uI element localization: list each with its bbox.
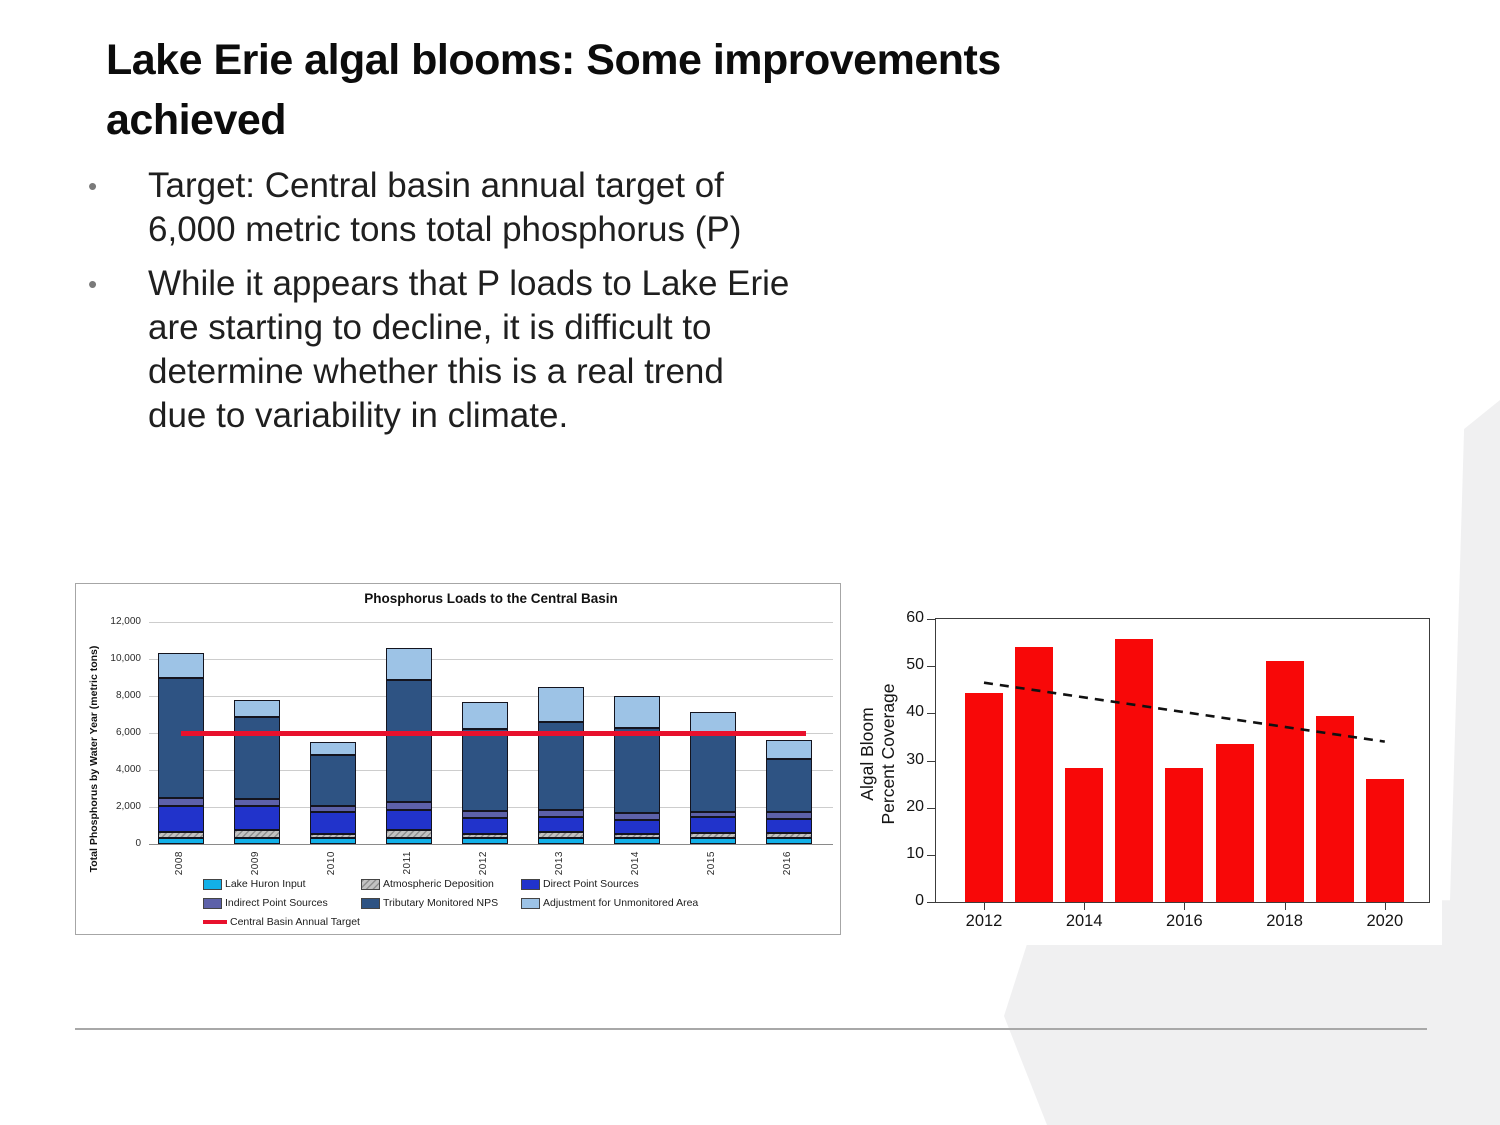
bar-segment (386, 802, 432, 809)
y-tick-label: 0 (915, 892, 924, 909)
x-tick-mark (1285, 902, 1286, 910)
legend-label: Atmospheric Deposition (383, 878, 494, 890)
bar-segment (614, 838, 660, 844)
bar-segment (690, 817, 736, 833)
legend-item (361, 897, 498, 909)
bar-segment (690, 812, 736, 818)
legend-label: Tributary Monitored NPS (383, 897, 499, 909)
y-tick-mark (927, 761, 935, 762)
x-tick-label: 2010 (326, 851, 337, 876)
legend-label: Adjustment for Unmonitored Area (543, 897, 699, 909)
bar-segment (386, 648, 432, 680)
gridline (149, 622, 833, 623)
bar-segment (766, 759, 812, 812)
bullet-text-line: Target: Central basin annual target of (148, 166, 724, 205)
y-tick-label: 60 (906, 609, 924, 626)
x-tick-mark (1385, 902, 1386, 910)
bar-segment (310, 812, 356, 834)
x-tick-mark (1184, 902, 1185, 910)
bar-segment (310, 742, 356, 755)
legend-swatch (203, 920, 227, 924)
y-tick-label: 2,000 (115, 801, 141, 812)
gridline (149, 659, 833, 660)
legend-swatch (521, 898, 540, 909)
bar-segment (766, 740, 812, 759)
legend-swatch (203, 898, 222, 909)
bar-segment (234, 830, 280, 838)
bullet-marker: • (88, 269, 98, 299)
y-tick-label: 20 (906, 797, 924, 815)
legend-item (521, 878, 639, 890)
bar-segment (234, 838, 280, 844)
bar-segment (538, 817, 584, 832)
bar-segment (462, 702, 508, 728)
y-tick-label: 8,000 (115, 690, 141, 701)
bar-segment (462, 729, 508, 811)
y-tick-mark (927, 808, 935, 809)
y-axis-label-line: Algal Bloom (857, 707, 877, 801)
gridline (149, 696, 833, 697)
bar-segment (538, 810, 584, 818)
x-tick-label: 2020 (1366, 912, 1404, 930)
bar-segment (614, 813, 660, 820)
bullet-marker: • (88, 171, 98, 201)
y-tick-mark (927, 855, 935, 856)
footer-divider-line (75, 1028, 1427, 1030)
y-tick-label: 50 (906, 656, 924, 674)
bullet-text-line: 6,000 metric tons total phosphorus (P) (148, 210, 742, 249)
bar-segment (766, 819, 812, 833)
bullet-text-line: are starting to decline, it is difficult to (148, 308, 712, 347)
legend-label: Direct Point Sources (543, 878, 639, 890)
x-axis-baseline (149, 844, 833, 845)
bar-segment (690, 833, 736, 838)
bullet-item (88, 164, 1048, 252)
bar-segment (158, 838, 204, 844)
legend-label: Central Basin Annual Target (230, 916, 360, 928)
plot-area (110, 616, 833, 876)
bar-segment (766, 838, 812, 844)
plot-area (906, 609, 1430, 930)
x-tick-label: 2012 (478, 851, 489, 876)
x-tick-label: 2011 (402, 851, 413, 875)
bar-segment (234, 717, 280, 798)
bar-segment (462, 834, 508, 838)
y-tick-mark (927, 666, 935, 667)
bar-segment (614, 834, 660, 839)
bar-segment (690, 735, 736, 811)
bullet-text (148, 164, 741, 252)
bar-segment (234, 700, 280, 718)
bullet-text-line: determine whether this is a real trend (148, 352, 724, 391)
bar-segment (158, 806, 204, 832)
legend-item (203, 916, 360, 928)
x-tick-label: 2009 (250, 851, 261, 876)
x-tick-label: 2016 (1166, 912, 1203, 930)
bar-segment (310, 834, 356, 839)
bar-segment (158, 678, 204, 798)
page-title: Lake Erie algal blooms: Some improvements achieved (106, 36, 1001, 145)
bar-segment (462, 811, 508, 818)
y-tick-label: 4,000 (115, 764, 141, 775)
bar-segment (538, 832, 584, 838)
y-tick-label: 6,000 (115, 727, 141, 738)
x-tick-label: 2008 (174, 851, 185, 876)
bar-segment (462, 838, 508, 844)
legend-swatch (521, 879, 540, 890)
y-tick-label: 10,000 (110, 653, 141, 664)
y-tick-label: 30 (906, 750, 924, 768)
bar-segment (386, 680, 432, 803)
legend-label: Lake Huron Input (225, 878, 306, 890)
bar-segment (234, 806, 280, 830)
y-tick-label: 40 (906, 703, 924, 721)
legend-item (203, 878, 306, 890)
bar-segment (310, 806, 356, 812)
y-axis-label-line: Percent Coverage (878, 683, 898, 825)
trendline-layer (936, 619, 1429, 902)
x-tick-label: 2016 (782, 851, 793, 876)
bar-segment (614, 728, 660, 813)
chart-title: Phosphorus Loads to the Central Basin (364, 591, 618, 606)
bar-segment (538, 687, 584, 722)
legend-swatch (203, 879, 222, 890)
x-tick-label: 2012 (965, 912, 1003, 930)
bullet-item (88, 262, 1048, 438)
phosphorus-chart (75, 583, 841, 935)
bar-segment (538, 838, 584, 844)
bar-segment (614, 696, 660, 728)
bar-segment (690, 838, 736, 844)
bar-segment (158, 798, 204, 806)
legend-item (203, 897, 328, 909)
x-tick-label: 2013 (554, 851, 565, 876)
bar-segment (386, 838, 432, 844)
bar-segment (310, 838, 356, 844)
bar-segment (386, 830, 432, 838)
bar-segment (386, 810, 432, 831)
y-tick-label: 12,000 (110, 616, 141, 627)
bar-segment (614, 820, 660, 834)
target-line (181, 731, 806, 736)
x-tick-mark (1084, 902, 1085, 910)
bullet-text (148, 262, 789, 438)
x-tick-mark (984, 902, 985, 910)
legend-item (361, 878, 494, 890)
bar-segment (766, 812, 812, 819)
legend-swatch (361, 898, 380, 909)
bar-segment (234, 799, 280, 806)
y-tick-mark (927, 713, 935, 714)
y-tick-mark (927, 619, 935, 620)
x-tick-label: 2014 (630, 851, 641, 876)
legend-label: Indirect Point Sources (225, 897, 328, 909)
x-tick-label: 2018 (1266, 912, 1303, 930)
legend-item (521, 897, 698, 909)
bullet-list (88, 164, 1048, 448)
bar-segment (766, 833, 812, 838)
bar-segment (158, 653, 204, 677)
x-tick-label: 2014 (1065, 912, 1103, 930)
y-axis-label: Total Phosphorus by Water Year (metric tons) (88, 645, 100, 873)
y-tick-label: 10 (906, 844, 924, 862)
bar-segment (462, 818, 508, 835)
y-tick-mark (927, 902, 935, 903)
x-tick-label: 2015 (706, 851, 717, 876)
trendline (984, 683, 1385, 742)
bullet-text-line: While it appears that P loads to Lake Erie (148, 264, 790, 303)
legend-swatch (361, 879, 380, 890)
bar-segment (310, 755, 356, 807)
bar-segment (158, 832, 204, 838)
y-tick-label: 0 (135, 838, 141, 849)
algal-bloom-chart (858, 573, 1442, 945)
bullet-text-line: due to variability in climate. (148, 396, 569, 435)
